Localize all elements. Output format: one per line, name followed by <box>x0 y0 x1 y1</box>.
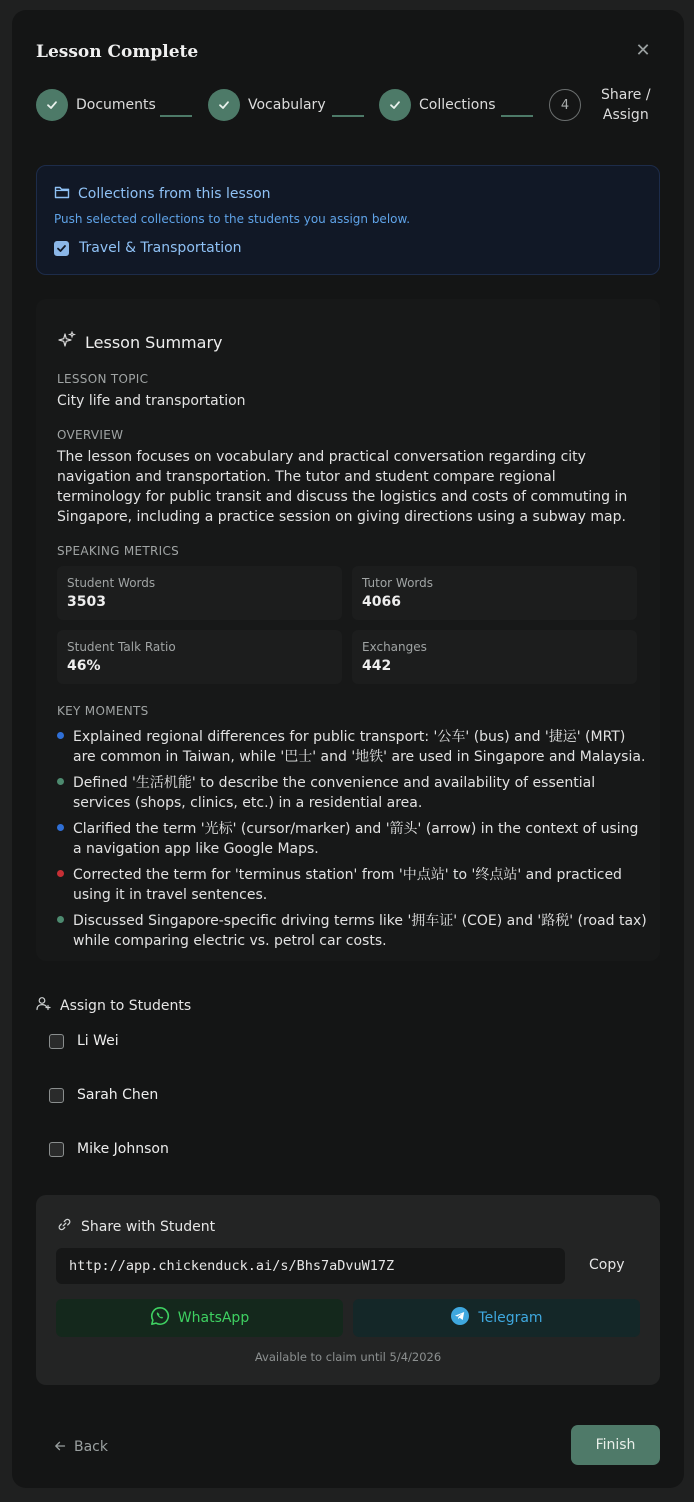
arrow-left-icon <box>54 1437 66 1456</box>
key-moment <box>57 865 647 905</box>
student-checkbox[interactable] <box>49 1088 64 1103</box>
step-label <box>601 85 651 125</box>
collections-subtitle: Push selected collections to the students you assign below. <box>54 212 411 226</box>
speaking-metrics-label: SPEAKING METRICS <box>57 544 180 558</box>
availability-note: Available to claim until 5/4/2026 <box>254 1350 442 1364</box>
check-icon <box>208 89 240 121</box>
check-icon <box>36 89 68 121</box>
copy-button[interactable]: Copy <box>589 1257 625 1273</box>
back-label: Back <box>74 1438 108 1455</box>
metric-label: Student Words <box>67 576 156 590</box>
metric-card <box>57 566 342 620</box>
telegram-button[interactable] <box>353 1299 640 1337</box>
assign-title: Assign to Students <box>60 997 192 1014</box>
student-option[interactable] <box>49 1087 158 1103</box>
metric-card <box>352 566 637 620</box>
student-name: Li Wei <box>77 1033 119 1049</box>
share-panel <box>36 1195 660 1385</box>
moment-text: Defined '生活机能' to describe the convenience and availability of essential services (shops, clinics, etc.) in a residential area. <box>73 775 596 811</box>
whatsapp-icon <box>150 1306 170 1330</box>
assign-header <box>36 996 191 1015</box>
summary-header <box>58 331 222 353</box>
student-name: Mike Johnson <box>77 1141 169 1157</box>
moment-dot <box>57 732 64 739</box>
moment-dot <box>57 870 64 877</box>
step-collections[interactable] <box>379 89 496 121</box>
collection-checkbox[interactable] <box>54 241 69 256</box>
step-vocabulary[interactable] <box>208 89 326 121</box>
step-label: Collections <box>419 97 496 113</box>
student-checkbox[interactable] <box>49 1142 64 1157</box>
finish-button[interactable]: Finish <box>571 1425 660 1465</box>
key-moments-label: KEY MOMENTS <box>57 704 149 718</box>
telegram-icon <box>450 1306 470 1330</box>
link-icon <box>57 1217 72 1236</box>
moment-text: Explained regional differences for public transport: '公车' (bus) and '捷运' (MRT) are common in Taiwan, while '巴士' and '地铁' are used in Singapore and Malaysia. <box>73 729 646 765</box>
share-link-field[interactable]: http://app.chickenduck.ai/s/Bhs7aDvuW17Z <box>56 1248 565 1284</box>
collections-panel <box>36 165 660 275</box>
lesson-summary-panel <box>36 299 660 961</box>
student-name: Sarah Chen <box>77 1087 159 1103</box>
user-plus-icon <box>36 996 51 1015</box>
metric-label: Exchanges <box>362 640 427 654</box>
back-button[interactable] <box>54 1437 108 1456</box>
step-documents[interactable] <box>36 89 156 121</box>
key-moment <box>57 773 647 813</box>
close-icon[interactable]: ✕ <box>635 40 651 61</box>
dialog-title: Lesson Complete <box>36 42 199 62</box>
step-label: Documents <box>76 97 156 113</box>
step-number: 4 <box>549 89 581 121</box>
check-icon <box>379 89 411 121</box>
overview-text: The lesson focuses on vocabulary and practical conversation regarding city navigation and transportation. The tutor and student compare regional terminology for public transit and discuss the logistics and costs of commuting in Singapore, including a practice session on giving directions using a subway map. <box>57 449 628 525</box>
student-checkbox[interactable] <box>49 1034 64 1049</box>
whatsapp-label: WhatsApp <box>177 1310 250 1326</box>
step-label-line: Assign <box>602 107 649 123</box>
moment-text: Corrected the term for 'terminus station' from '中点站' to '终点站' and practiced using it in travel sentences. <box>73 867 622 903</box>
whatsapp-button[interactable] <box>56 1299 343 1337</box>
lesson-topic: City life and transportation <box>57 393 246 409</box>
share-header <box>57 1217 215 1236</box>
metric-label: Student Talk Ratio <box>67 640 176 654</box>
moment-dot <box>57 824 64 831</box>
folder-icon <box>54 184 70 203</box>
metric-value: 3503 <box>67 594 106 610</box>
student-option[interactable] <box>49 1141 169 1157</box>
step-share-assign[interactable] <box>549 85 651 125</box>
collections-header <box>54 184 271 203</box>
collection-item[interactable] <box>54 240 242 256</box>
moment-text: Discussed Singapore-specific driving terms like '拥车证' (COE) and '路税' (road tax) while comparing electric vs. petrol car costs. <box>73 913 647 949</box>
metric-value: 442 <box>362 658 392 674</box>
overview-label: OVERVIEW <box>57 428 124 442</box>
key-moment <box>57 727 647 767</box>
student-option[interactable] <box>49 1033 119 1049</box>
key-moment <box>57 911 647 951</box>
metric-label: Tutor Words <box>362 576 434 590</box>
lesson-complete-dialog <box>12 10 684 1488</box>
collection-label: Travel & Transportation <box>79 240 242 256</box>
metric-card <box>57 630 342 684</box>
summary-title: Lesson Summary <box>85 332 223 352</box>
step-connector <box>332 115 364 117</box>
sparkles-icon <box>58 331 76 353</box>
step-connector <box>501 115 533 117</box>
telegram-label: Telegram <box>478 1310 543 1326</box>
metric-card <box>352 630 637 684</box>
moment-dot <box>57 916 64 923</box>
step-label-line: Share / <box>601 87 651 103</box>
step-label: Vocabulary <box>248 97 326 113</box>
collections-title: Collections from this lesson <box>78 185 271 202</box>
lesson-topic-label: LESSON TOPIC <box>57 372 149 386</box>
metric-value: 46% <box>67 658 101 674</box>
share-title: Share with Student <box>81 1218 216 1235</box>
moment-text: Clarified the term '光标' (cursor/marker) and '箭头' (arrow) in the context of using a navigation app like Google Maps. <box>73 821 639 857</box>
metric-value: 4066 <box>362 594 401 610</box>
key-moment <box>57 819 647 859</box>
moment-dot <box>57 778 64 785</box>
step-connector <box>160 115 192 117</box>
